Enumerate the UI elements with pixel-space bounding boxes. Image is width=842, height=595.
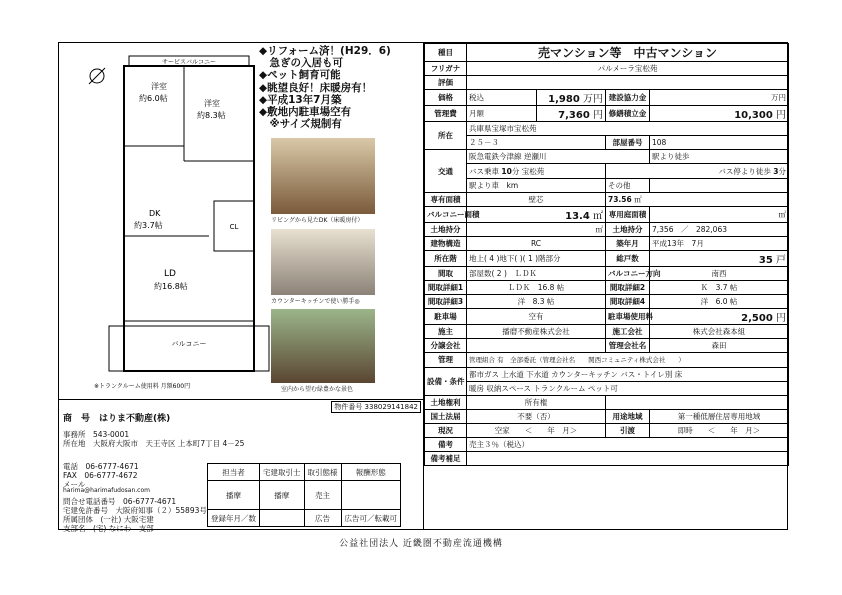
photo-living <box>271 138 375 214</box>
bullet: ◆平成13年7月築 <box>259 93 342 106</box>
svg-text:DK: DK <box>149 209 161 218</box>
photo-view <box>271 309 375 383</box>
property-number: 物件番号 338029141842 <box>331 401 421 413</box>
svg-text:洋室: 洋室 <box>204 99 220 108</box>
photo-caption: カウンターキッチンで使い勝手◎ <box>271 298 360 305</box>
svg-text:バルコニー: バルコニー <box>171 340 207 348</box>
photo-caption: リビングから見たDK（床暖房付） <box>271 217 364 224</box>
svg-text:洋室: 洋室 <box>151 82 167 91</box>
svg-text:約16.8帖: 約16.8帖 <box>154 282 188 291</box>
svg-text:サービスバルコニー: サービスバルコニー <box>161 59 217 66</box>
agent-table: 担当者 宅建取引士 取引態様 報酬形態 播摩 播摩 売主 登録年月／数 広告 広告可／転載可 <box>207 463 401 527</box>
svg-text:約3.7帖: 約3.7帖 <box>134 221 163 230</box>
property-spec-table: 種目 売マンション等 中古マンション フリガナ パルメーラ宝松苑 評価 価格 税込 1,980 万円 建設協力金 万円 管理費 月額 7,360 円 修繕積立金 10,300 円 所在 兵庫県宝塚市宝松苑 ２５－３ 部屋番号 108 交通 阪急電鉄今津線 逆瀬川 駅より徒歩 バス乗車 10分 宝松苑 バス停より徒歩 3分 駅より車 km その他 専有面積 壁芯 73.56 ㎡ バルコニー面積 13.4 ㎡ 専用庭面積 ㎡ 土地持分 ㎡ 土地持分 7,356 ／ 282,063 建物構造 RC 築年月 平成13年 7月 所在階 地上( 4 )地下( )( 1 )階部分 総戸数 35 戸 間取 部屋数( 2 ) ＬＤＫ バルコニー方向 南西 間取詳細1 ＬＤＫ 16.8 帖 間取詳細2 Ｋ 3.7 帖 間取詳細3 洋 8.3 帖 間取詳細4 洋 6.0 帖 駐車場 空有 駐車場使用料 2,500 円 施主 播磨不動産株式会社 施工会社 株式会社森本組 分譲会社 管理会社名 森田 管理 管理組合 有 全部委託（管理会社名 関西コミュニティ株式会社 ） 設備・条件 都市ガス 上水道 下水道 カウンターキッチン バス・トイレ別 床 暖房 収納スペース トランクルーム ペット可 土地権利 所有権 国土法届 不要（否） 用途地域 第一種低層住居専用地域 現況 空家 ＜ 年 月＞ 引渡 即時 ＜ 年 月＞ 備考 売主３％（税込） 備考補足 <box>424 43 789 466</box>
bullet: 急ぎの入居も可 <box>259 57 343 70</box>
bullet: ◆敷地内駐車場空有 <box>259 106 352 119</box>
flyer-sheet <box>58 42 788 533</box>
bullet: ◆ペット飼育可能 <box>259 69 341 82</box>
bullet: ◆眺望良好！床暖房有！ <box>259 81 373 94</box>
svg-text:※トランクルーム使用料 月額600円: ※トランクルーム使用料 月額600円 <box>94 383 191 390</box>
left-panel: サービスバルコニー 洋室 約6.0帖 洋室 約8.3帖 CL DK 約3.7帖 LD 約16.8帖 バルコニー ※トランクルーム使用料 月額600円 ◆リフォーム済！(H29．6) 急ぎの入居も可 ◆ペット飼育可能 ◆眺望良好！床暖房有！ ◆平成13年7月築 ◆敷地内駐車場空有 ※サイズ規制有 リビングから見たDK（床暖房付） カウンターキッチンで使い勝手◎ 室内から望む緑豊かな景色 物件番号 338029141842 商 号 はりま不動産(株) 事務所 543-0001 所在地 大阪府大阪市 天王寺区 上本町7丁目 4－25 電話 06-6777-4671 FAX 06-6777-4672 メール harima@harimafudosan.com 問合せ電話番号 06-6777-4671 宅建免許番号 大阪府知事（２）55893号 所属団体 (一社) 大阪宅建 支部名 (宅) なにわ 支部 担当者 宅建取引士 取引態様 報酬形態 播摩 播摩 売主 登録年月／数 広告 広告可／転載可 <box>59 43 424 529</box>
photo-kitchen <box>271 229 375 295</box>
svg-text:約6.0帖: 約6.0帖 <box>139 94 168 103</box>
svg-text:CL: CL <box>229 223 239 231</box>
footer-org: 公益社団法人 近畿圏不動産流通機構 <box>339 539 503 549</box>
svg-text:LD: LD <box>164 269 176 279</box>
bullet: ◆リフォーム済！(H29．6) <box>259 45 391 57</box>
photo-caption: 室内から望む緑豊かな景色 <box>281 386 354 393</box>
bullet: ※サイズ規制有 <box>259 118 342 131</box>
feature-bullets <box>259 45 391 130</box>
right-panel <box>424 43 789 529</box>
svg-text:約8.3帖: 約8.3帖 <box>197 111 226 120</box>
